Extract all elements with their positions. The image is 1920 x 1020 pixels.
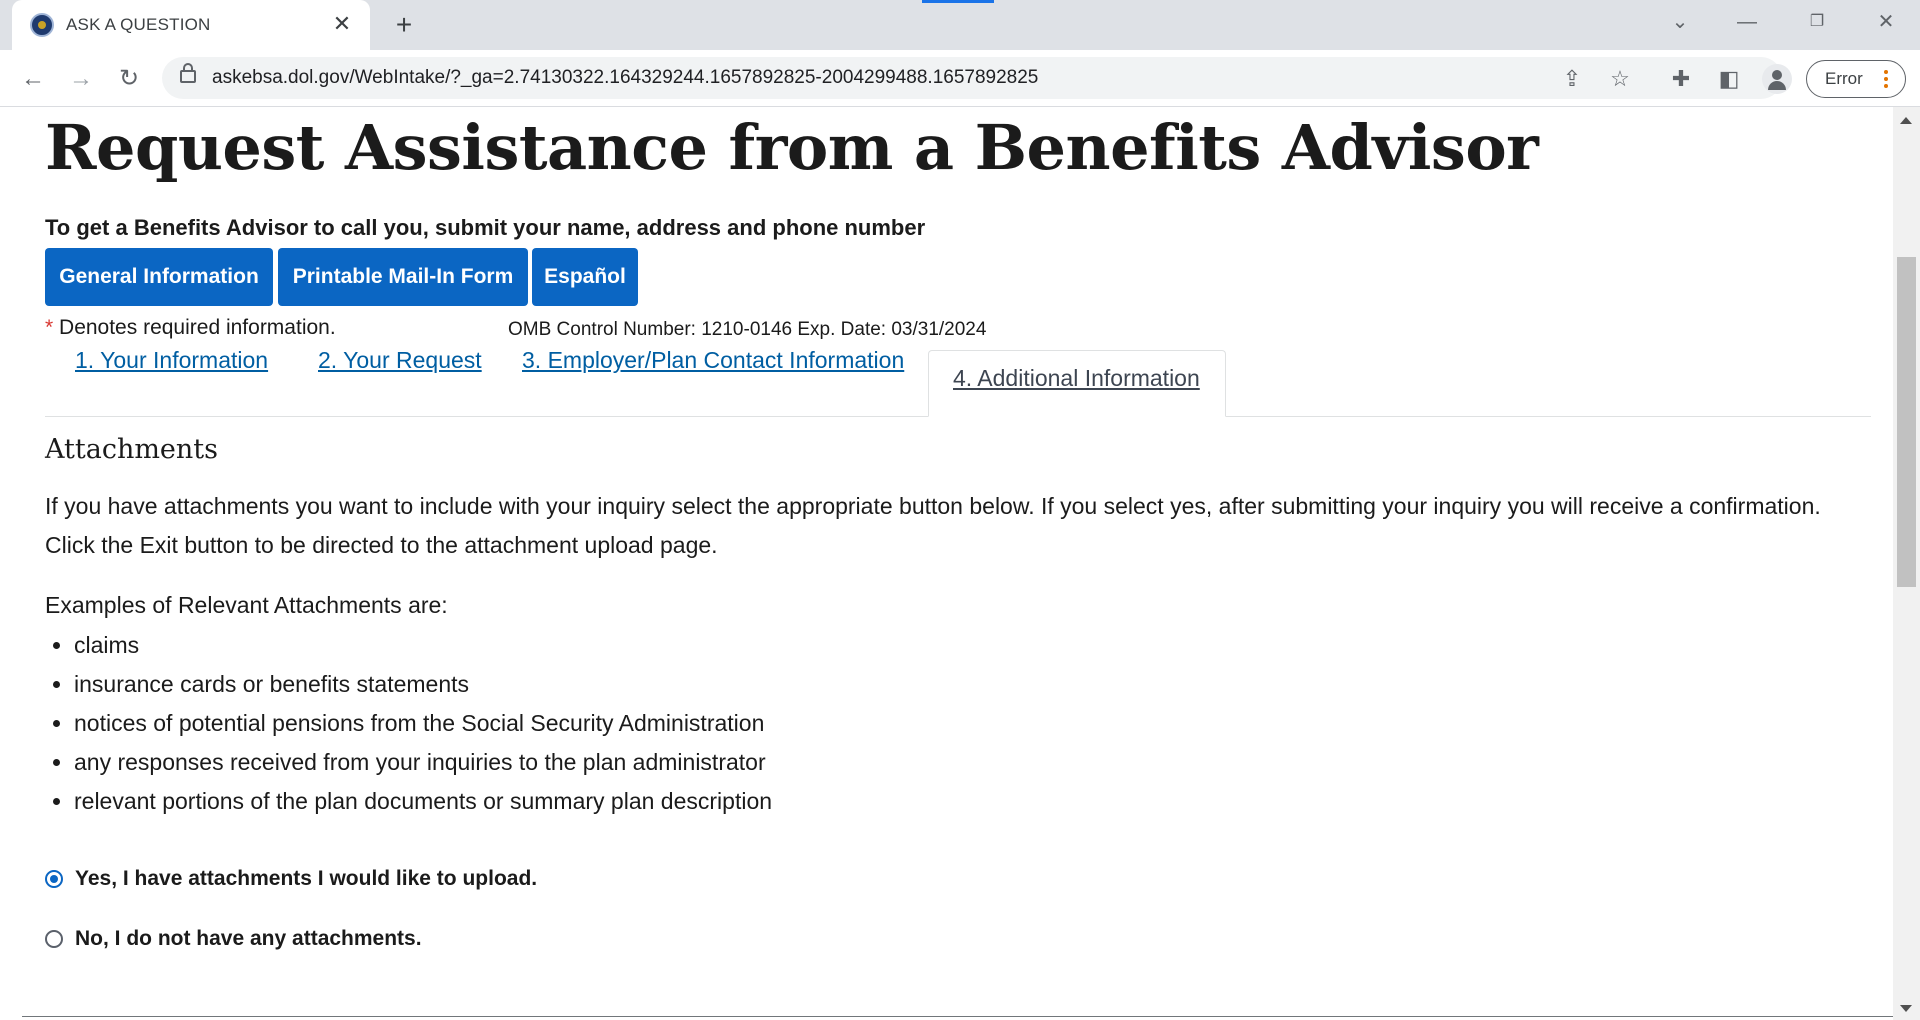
page-scrollbar[interactable] [1893, 107, 1920, 1020]
radio-no-label[interactable]: No, I do not have any attachments. [75, 927, 422, 950]
radio-yes-label[interactable]: Yes, I have attachments I would like to upload. [75, 867, 538, 890]
tab-your-information[interactable]: 1. Your Information [75, 347, 269, 373]
restore-icon[interactable]: ❐ [1809, 13, 1825, 30]
scroll-thumb[interactable] [1897, 257, 1916, 587]
profile-error-button[interactable] [1806, 60, 1906, 98]
extensions-puzzle-icon[interactable]: ✚ [1671, 66, 1691, 91]
address-bar[interactable] [162, 57, 1782, 99]
list-item: • insurance cards or benefits statements [74, 665, 772, 704]
list-item: • claims [74, 626, 772, 665]
tab-search-chevron-down-icon[interactable]: ⌄ [1671, 11, 1689, 33]
tab-employer-plan-contact[interactable]: 3. Employer/Plan Contact Information [522, 347, 905, 373]
list-item: • any responses received from your inquiries to the plan administrator [74, 743, 772, 782]
omb-control-number: OMB Control Number: 1210-0146 Exp. Date: 03/31/2024 [508, 319, 987, 340]
tab-loading-indicator [922, 0, 994, 3]
dol-seal-favicon-icon [30, 13, 54, 37]
general-information-button[interactable]: General Information [45, 248, 273, 306]
profile-error-label: Error [1825, 69, 1863, 88]
required-note [45, 316, 336, 340]
page-subtitle: To get a Benefits Advisor to call you, submit your name, address and phone number [45, 215, 926, 240]
printable-mail-in-form-button[interactable]: Printable Mail-In Form [278, 248, 528, 306]
radio-no-button[interactable] [45, 930, 63, 948]
browser-tab[interactable] [12, 0, 370, 50]
menu-kebab-icon[interactable] [1883, 68, 1889, 90]
back-arrow-icon[interactable]: ← [21, 65, 45, 92]
list-item: • relevant portions of the plan documents or summary plan description [74, 782, 772, 821]
forward-arrow-icon[interactable]: → [69, 65, 93, 92]
minimize-icon[interactable]: — [1737, 11, 1757, 33]
close-window-icon[interactable]: ✕ [1877, 11, 1895, 33]
scroll-up-arrow-icon[interactable] [1900, 117, 1912, 124]
tab-title: ASK A QUESTION [66, 15, 211, 34]
lock-icon[interactable] [180, 70, 196, 83]
tab-additional-information[interactable] [928, 350, 1226, 417]
attachments-instructions: If you have attachments you want to include with your inquiry select the appropriate button below. If you select yes, after submitting your inquiry you will receive a confirmation. Click the Exit button to be directed to the attachment upload page. [45, 493, 1821, 558]
tab-additional-information-label: 4. Additional Information [953, 365, 1200, 391]
url-text[interactable]: askebsa.dol.gov/WebIntake/?_ga=2.74130322.164329244.1657892825-2004299488.1657892825 [212, 67, 1039, 88]
examples-list [45, 626, 772, 821]
bookmark-star-icon[interactable]: ☆ [1610, 66, 1630, 91]
browser-toolbar [0, 50, 1920, 107]
page-title: Request Assistance from a Benefits Advisor [45, 111, 1539, 184]
reload-icon[interactable]: ↻ [118, 65, 140, 92]
section-heading-attachments: Attachments [45, 434, 219, 465]
espanol-button[interactable]: Español [532, 248, 638, 306]
required-star: * [45, 316, 54, 339]
examples-label: Examples of Relevant Attachments are: [45, 592, 448, 618]
radio-yes-button[interactable] [45, 870, 63, 888]
browser-tabstrip [0, 0, 1920, 50]
page-content [0, 107, 1893, 1020]
side-panel-icon[interactable]: ◧ [1718, 66, 1740, 91]
required-note-text: Denotes required information. [53, 316, 336, 339]
profile-avatar-icon[interactable] [1762, 64, 1792, 94]
tab-your-request[interactable]: 2. Your Request [318, 347, 482, 373]
section-divider [22, 1016, 1893, 1017]
share-icon[interactable]: ⇪ [1562, 66, 1582, 91]
list-item: • notices of potential pensions from the Social Security Administration [74, 704, 772, 743]
new-tab-icon[interactable]: + [395, 9, 413, 40]
scroll-down-arrow-icon[interactable] [1900, 1005, 1912, 1012]
close-tab-icon[interactable]: ✕ [332, 11, 352, 36]
